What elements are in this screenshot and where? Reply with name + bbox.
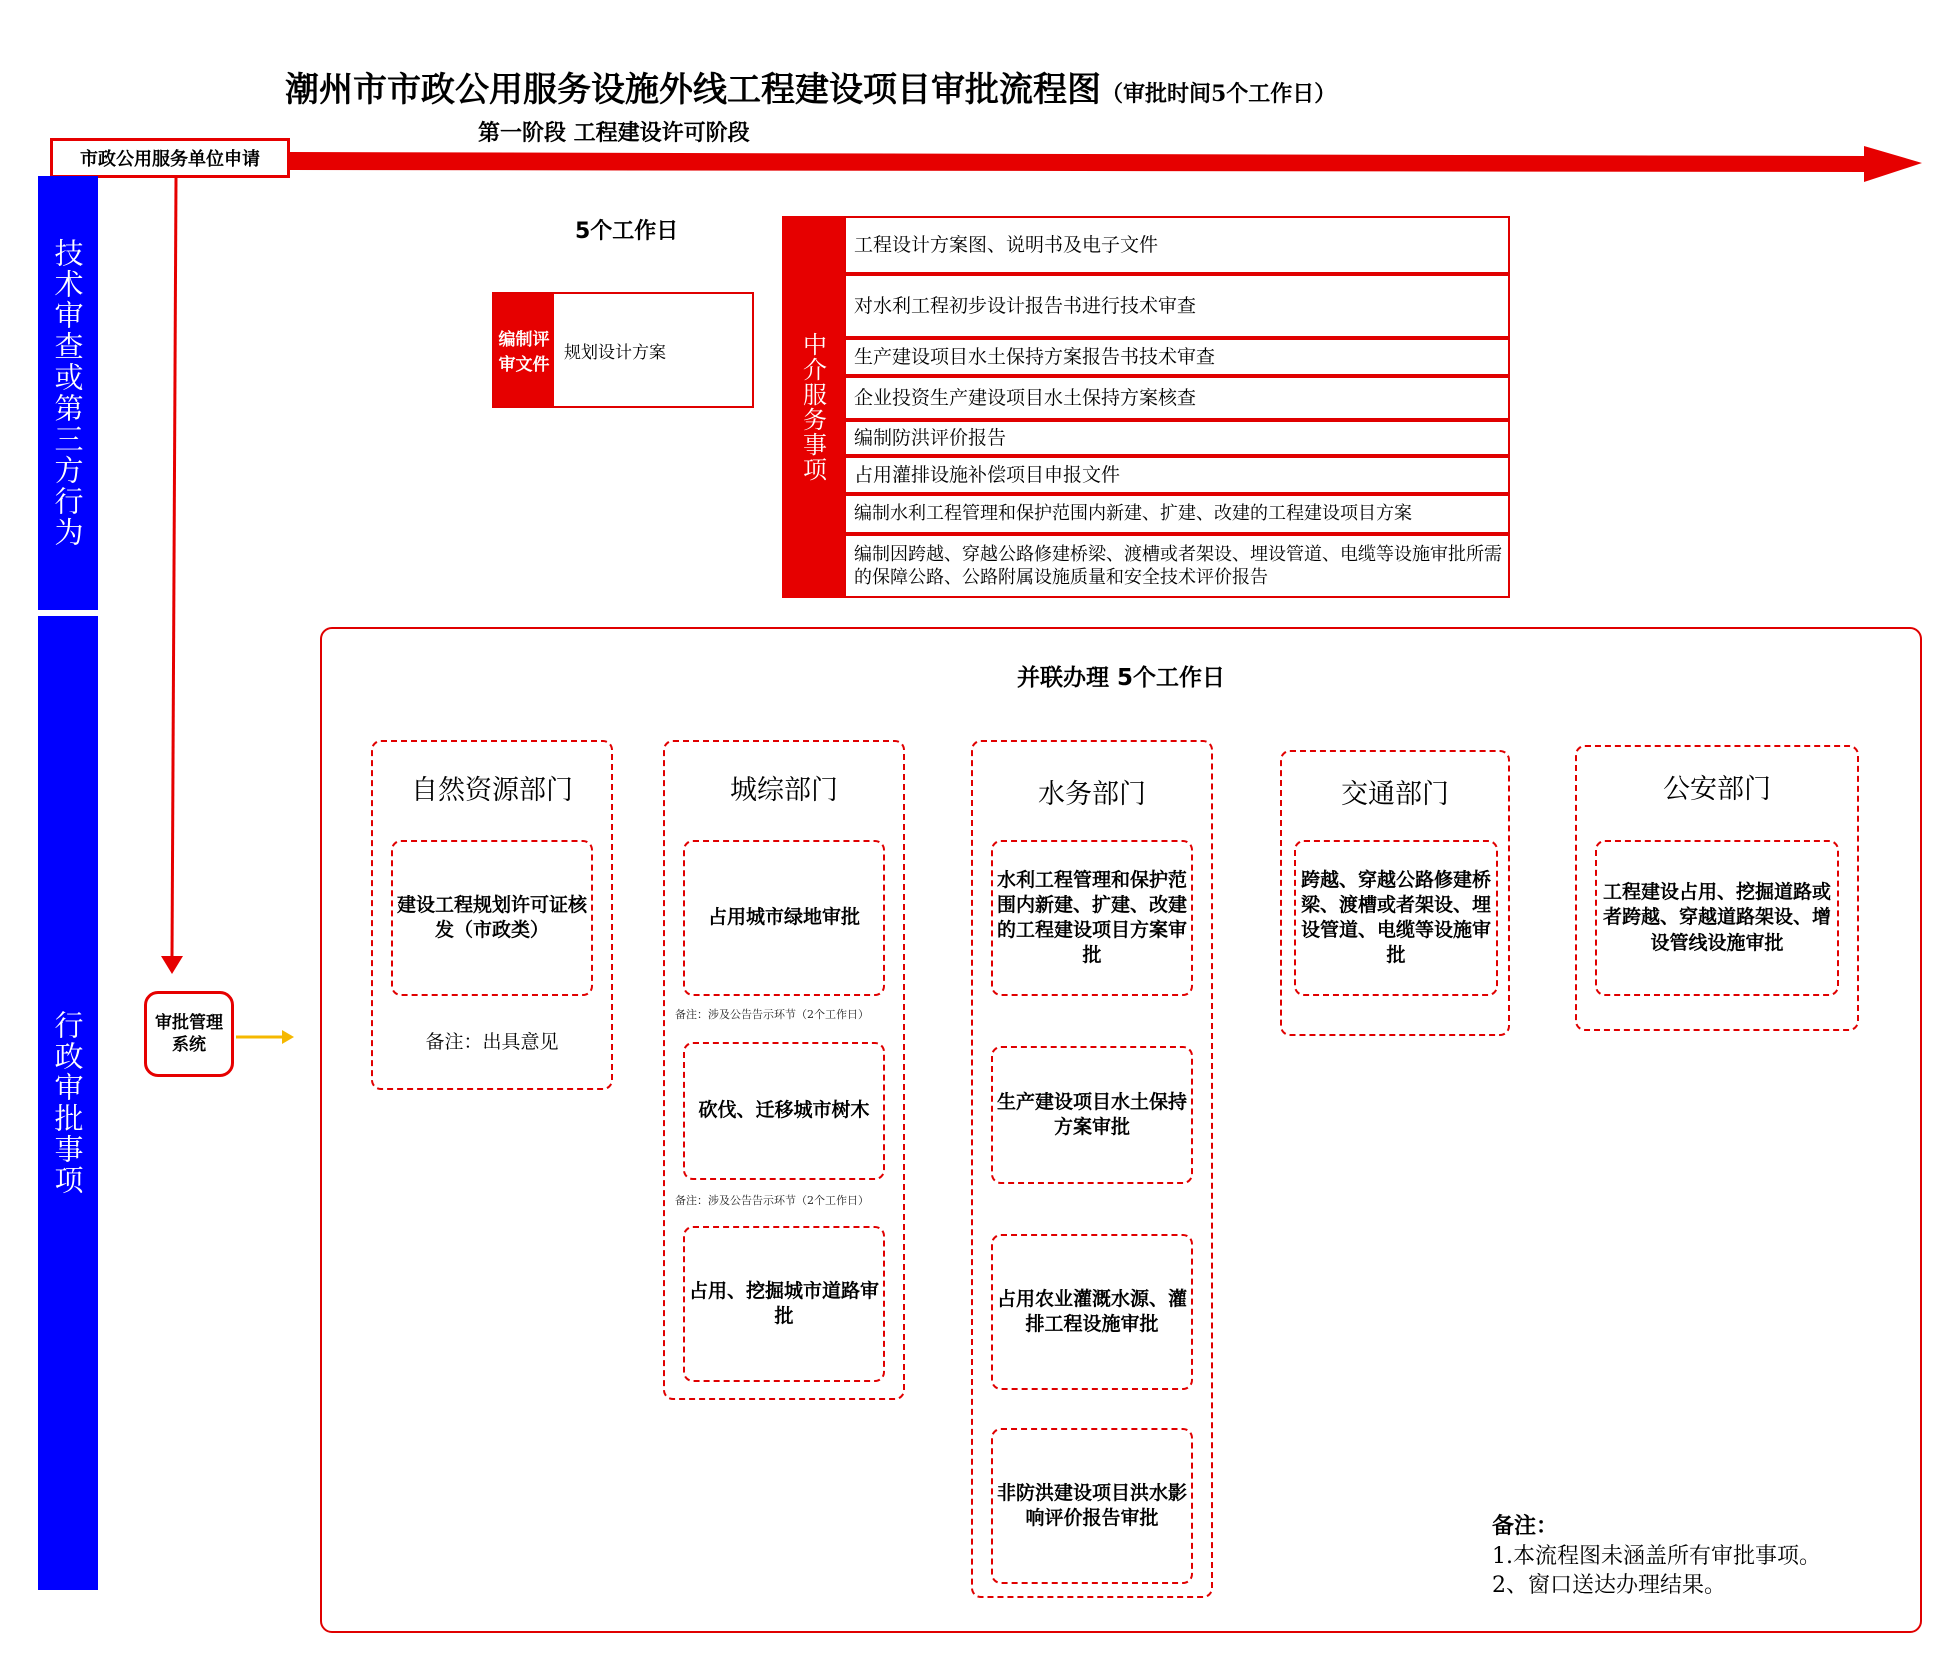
dept-name: 水务部门	[1038, 779, 1146, 810]
dept-name: 公安部门	[1663, 774, 1771, 805]
page-title-suffix: （审批时间5个工作日）	[1101, 81, 1337, 107]
dept-note: 备注：涉及公告告示环节（2个工作日）	[675, 1194, 869, 1207]
dept-name: 城综部门	[730, 775, 838, 806]
intermediary-item: 工程设计方案图、说明书及电子文件	[844, 216, 1510, 274]
approval-item: 水利工程管理和保护范围内新建、扩建、改建的工程建设项目方案审批	[991, 840, 1193, 996]
intermediary-item: 编制水利工程管理和保护范围内新建、扩建、改建的工程建设项目方案	[844, 494, 1510, 534]
approval-item: 占用城市绿地审批	[683, 840, 885, 996]
intermediary-item: 占用灌排设施补偿项目申报文件	[844, 456, 1510, 494]
tech-days-label: 5个工作日	[575, 219, 679, 244]
approval-item: 占用、挖掘城市道路审批	[683, 1226, 885, 1382]
applicant-to-system-arrowhead	[161, 956, 183, 974]
notes-block	[1492, 1512, 1821, 1601]
sidebar-admin: 行政审批事项	[38, 616, 98, 1590]
dept-name: 自然资源部门	[411, 775, 573, 806]
intermediary-item: 编制因跨越、穿越公路修建桥梁、渡槽或者架设、埋设管道、电缆等设施审批所需的保障公路、公路附属设施质量和安全技术评价报告	[844, 534, 1510, 598]
notes-line: 1.本流程图未涵盖所有审批事项。	[1492, 1543, 1821, 1569]
approval-item: 建设工程规划许可证核发（市政类）	[391, 840, 593, 996]
dept-note: 备注：涉及公告告示环节（2个工作日）	[675, 1008, 869, 1021]
dept-transportation	[1280, 750, 1510, 1036]
dept-public-security	[1575, 745, 1859, 1031]
stage-arrow	[290, 146, 1922, 182]
notes-heading: 备注：	[1492, 1513, 1559, 1539]
prep-box	[492, 292, 754, 408]
dept-note: 备注：出具意见	[425, 1031, 559, 1053]
approval-system-box: 审批管理系统	[144, 991, 234, 1077]
dept-name: 交通部门	[1341, 779, 1449, 810]
approval-item: 砍伐、迁移城市树木	[683, 1042, 885, 1180]
intermediary-item: 编制防洪评价报告	[844, 420, 1510, 456]
approval-item: 跨越、穿越公路修建桥梁、渡槽或者架设、埋设管道、电缆等设施审批	[1294, 840, 1498, 996]
system-to-parallel-arrowhead	[282, 1030, 294, 1044]
stage-label: 第一阶段 工程建设许可阶段	[478, 121, 750, 146]
page-title: 潮州市市政公用服务设施外线工程建设项目审批流程图（审批时间5个工作日）	[285, 70, 1337, 110]
prep-label: 编制评审文件	[494, 294, 554, 406]
intermediary-item: 企业投资生产建设项目水土保持方案核查	[844, 376, 1510, 420]
sidebar-tech: 技术审查或第三方行为	[38, 176, 98, 610]
intermediary-item: 对水利工程初步设计报告书进行技术审查	[844, 274, 1510, 338]
approval-item: 工程建设占用、挖掘道路或者跨越、穿越道路架设、增设管线设施审批	[1595, 840, 1839, 996]
prep-text: 规划设计方案	[564, 342, 666, 363]
approval-item: 占用农业灌溉水源、灌排工程设施审批	[991, 1234, 1193, 1390]
parallel-title: 并联办理 5个工作日	[1016, 665, 1225, 691]
parallel-processing-panel	[320, 627, 1922, 1633]
intermediary-label: 中介服务事项	[782, 216, 844, 598]
dept-water-affairs	[971, 740, 1213, 1598]
notes-line: 2、窗口送达办理结果。	[1492, 1573, 1726, 1599]
dept-urban-management	[663, 740, 905, 1400]
applicant-to-system-line	[172, 178, 176, 958]
applicant-box: 市政公用服务单位申请	[50, 138, 290, 178]
approval-item: 非防洪建设项目洪水影响评价报告审批	[991, 1428, 1193, 1584]
dept-natural-resources	[371, 740, 613, 1090]
approval-item: 生产建设项目水土保持方案审批	[991, 1046, 1193, 1184]
intermediary-item: 生产建设项目水土保持方案报告书技术审查	[844, 338, 1510, 376]
